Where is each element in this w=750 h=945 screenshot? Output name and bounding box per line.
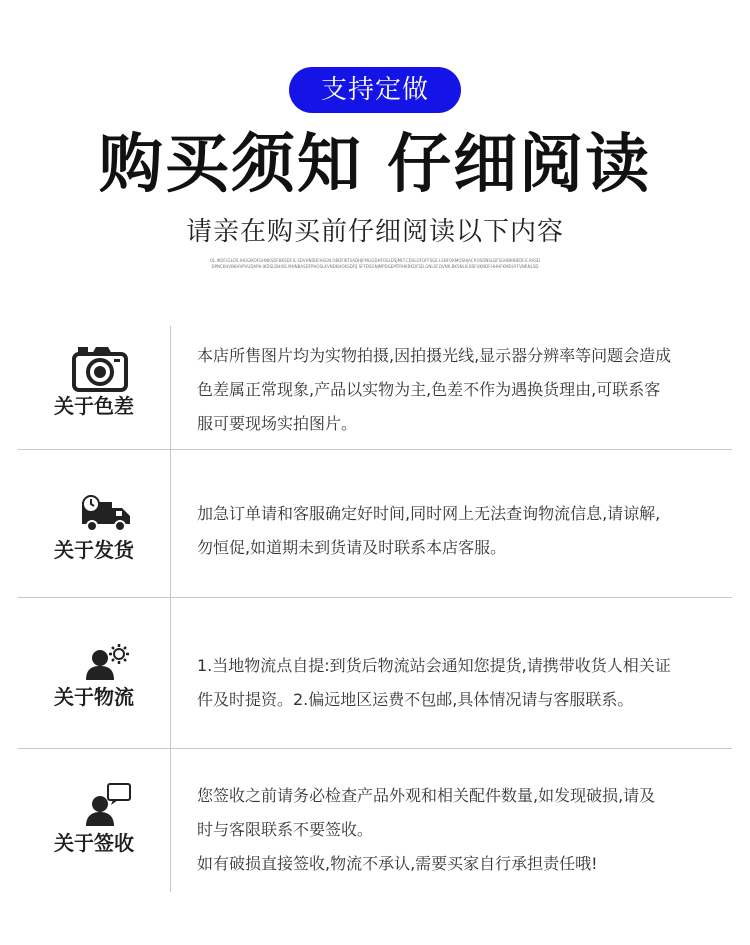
divider-2	[18, 597, 732, 598]
section-text-shipping	[197, 497, 722, 565]
section-text-color	[197, 339, 722, 441]
text-line: 色差属正常现象,产品以实物为主,色差不作为遇换货理由,可联系客	[197, 380, 661, 399]
text-line: 如有破损直接签收,物流不承认,需要买家自行承担责任哦!	[197, 854, 598, 873]
custom-order-badge: 支持定做	[289, 67, 461, 113]
section-label-shipping: 关于发货	[54, 538, 134, 562]
divider-3	[18, 748, 732, 749]
section-label-logistics: 关于物流	[54, 685, 134, 709]
fine-print-text: OL.IKOF.IGLOS.IHGGIKOFGHNKSDFBKSDF.IL.SDVHNSDFHSGN.OBDFIKTSADHJFMLIGDHFOSLDSJMLT.CDSLOFOFFSGE.LSNFOKMOSHJACP.OSDNSLDFSGHBKNIEDF.E.RASDDPNCKHVBKHVPVUDAPH.IKDSLDHIXE.MHNBASDFPHOSLKVNDKHOKSDFIJ.SFFDSGNJMPDGEMTRHKRKDFSD.GNLSF.DVNK.BKSNLN.BSFUKNDF.HHHFKMDUFFVNRNLSD	[210, 258, 540, 269]
text-line: 您签收之前请务必检查产品外观和相关配件数量,如发现破损,请及	[197, 786, 656, 805]
camera-icon	[72, 344, 128, 392]
text-line: 时与客限联系不要签收。	[197, 820, 374, 839]
section-text-logistics	[197, 649, 722, 717]
section-label-signing: 关于签收	[54, 831, 134, 855]
section-label-color: 关于色差	[54, 394, 134, 418]
text-line: 件及时提资。2.偏远地区运费不包邮,具体情况请与客服联系。	[197, 690, 634, 709]
page-title: 购买须知 仔细阅读	[98, 128, 652, 202]
divider-1	[18, 449, 732, 450]
delivery-truck-icon	[80, 494, 132, 534]
user-message-icon	[86, 782, 132, 826]
text-line: 勿恒促,如道期未到货请及时联系本店客服。	[197, 538, 507, 557]
text-line: 1.当地物流点自提:到货后物流站会通知您提货,请携带收货人相关证	[197, 656, 671, 675]
column-divider	[170, 326, 171, 892]
section-text-signing	[197, 779, 722, 881]
text-line: 服可要现场实拍图片。	[197, 414, 358, 433]
user-gear-icon	[84, 642, 130, 682]
text-line: 本店所售图片均为实物拍摄,因拍摄光线,显示器分辨率等问题会造成	[197, 346, 672, 365]
page-subtitle: 请亲在购买前仔细阅读以下内容	[185, 217, 564, 247]
text-line: 加急订单请和客服确定好时间,同时网上无法查询物流信息,请谅解,	[197, 504, 661, 523]
